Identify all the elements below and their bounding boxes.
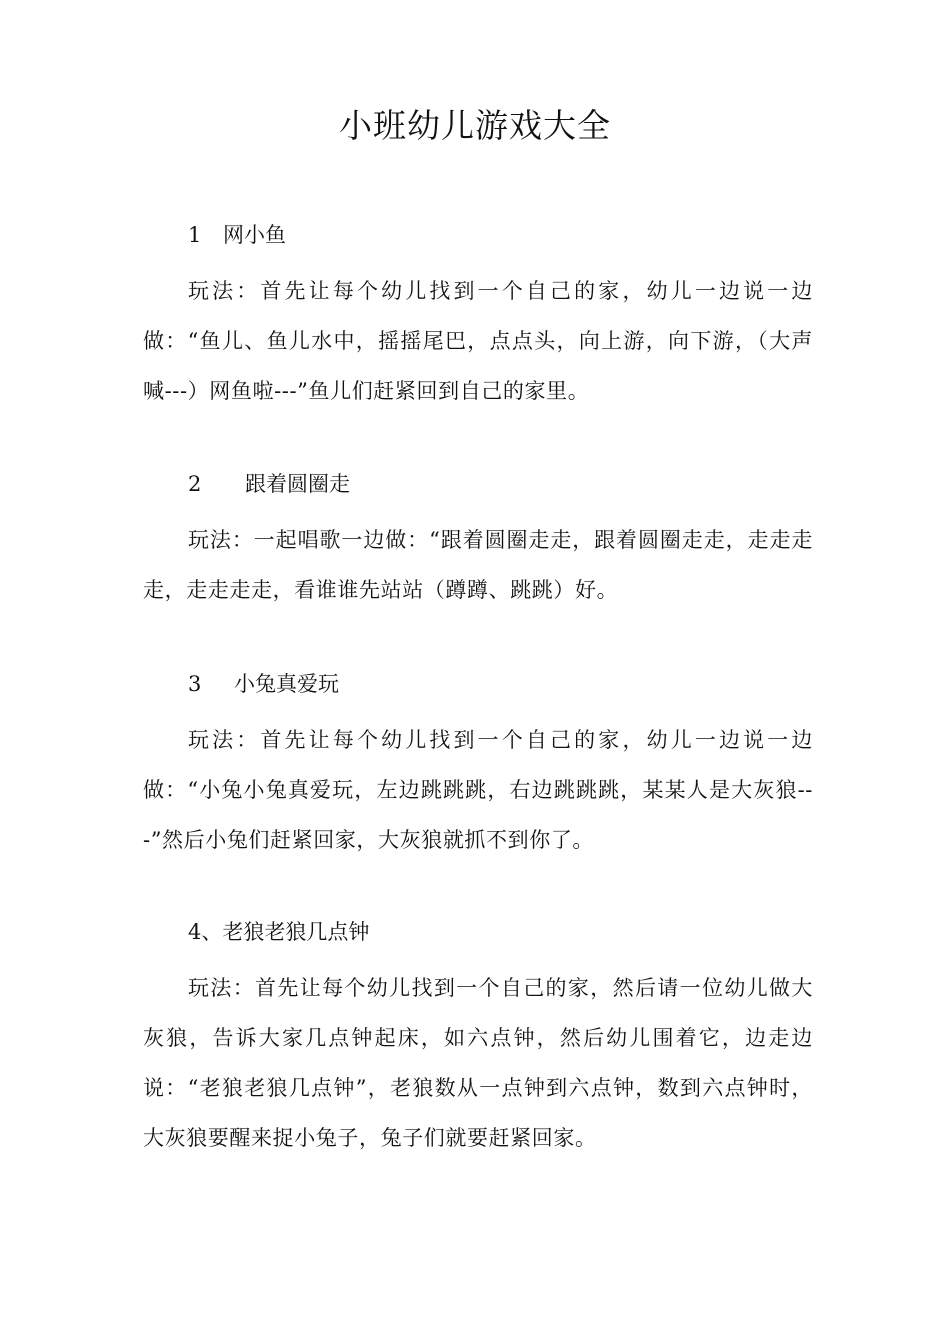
section-body: 玩法：一起唱歌一边做：“跟着圆圈走走，跟着圆圈走走，走走走走，走走走走，看谁谁先站站（蹲蹲、跳跳）好。 <box>143 528 813 602</box>
section-title: 网小鱼 <box>223 223 286 247</box>
section-number: 2 <box>188 472 202 496</box>
section-body: 玩法：首先让每个幼儿找到一个自己的家，幼儿一边说一边做：“小兔小兔真爱玩，左边跳跳跳，右边跳跳跳，某某人是大灰狼---”然后小兔们赶紧回家，大灰狼就抓不到你了。 <box>143 728 813 852</box>
section-heading <box>143 215 813 255</box>
section-heading <box>143 912 813 952</box>
section-body: 玩法：首先让每个幼儿找到一个自己的家，然后请一位幼儿做大灰狼，告诉大家几点钟起床，如六点钟，然后幼儿围着它，边走边说：“老狼老狼几点钟”，老狼数从一点钟到六点钟，数到六点钟时，大灰狼要醒来捉小兔子，兔子们就要赶紧回家。 <box>143 976 813 1150</box>
section-heading <box>143 464 813 504</box>
section-number: 1 <box>188 223 202 247</box>
section-title: 小兔真爱玩 <box>234 672 339 696</box>
game-section-4 <box>143 912 813 1163</box>
game-section-2 <box>143 464 813 615</box>
section-title: 4、老狼老狼几点钟 <box>188 920 370 944</box>
section-number: 3 <box>188 672 202 696</box>
section-title: 跟着圆圈走 <box>245 472 350 496</box>
document-title: 小班幼儿游戏大全 <box>339 106 611 145</box>
section-heading <box>143 664 813 704</box>
section-body: 玩法：首先让每个幼儿找到一个自己的家，幼儿一边说一边做：“鱼儿、鱼儿水中，摇摇尾巴，点点头，向上游，向下游，（大声喊---）网鱼啦---”鱼儿们赶紧回到自己的家里。 <box>143 279 813 403</box>
game-section-3 <box>143 664 813 865</box>
game-section-1 <box>143 215 813 416</box>
